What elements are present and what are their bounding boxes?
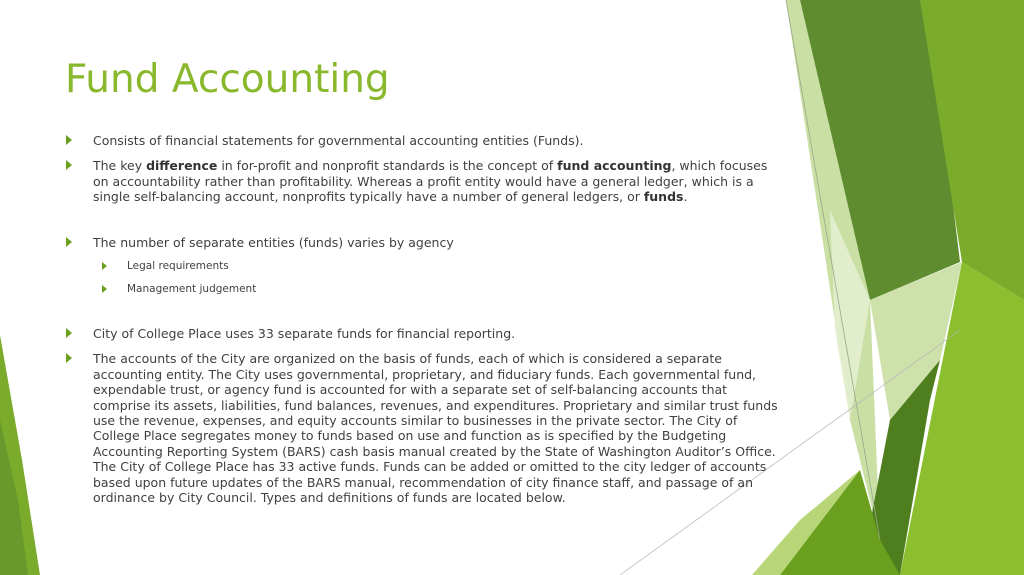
bullet-arrow-icon: [66, 328, 72, 338]
bold-term: difference: [146, 158, 218, 174]
bullet-text: The key difference in for-profit and nonprofit standards is the concept of fund accounting, which focuses on accountability rather than profitability. Whereas a profit entity would have a general ledger, which is a single self-balancing account, nonprofits typically have a number of general ledgers, or funds.: [93, 158, 768, 205]
sub-bullet-item: [66, 260, 778, 273]
bullet-text: The number of separate entities (funds) varies by agency: [93, 234, 454, 250]
bullet-item: [66, 158, 778, 204]
bullet-text: Consists of financial statements for governmental accounting entities (Funds).: [93, 133, 584, 148]
sub-bullet-arrow-icon: [102, 262, 107, 270]
bullet-item: [66, 133, 778, 148]
bullet-list: [66, 133, 778, 516]
bullet-text: City of College Place uses 33 separate funds for financial reporting.: [93, 326, 516, 342]
sub-bullet-text: Management judgement: [127, 283, 257, 296]
slide-title: Fund Accounting: [65, 57, 390, 102]
bullet-arrow-icon: [66, 135, 72, 145]
bullet-arrow-icon: [66, 160, 72, 170]
bullet-item: [66, 235, 778, 250]
sub-bullet-arrow-icon: [102, 285, 107, 293]
bullet-arrow-icon: [66, 353, 72, 363]
bullet-text: The accounts of the City are organized on the basis of funds, each of which is considered a separate accounting entity. The City uses governmental, proprietary, and fiduciary funds. Each governmental fund, expendable trust, or agency fund is accounted for with a separate set of self-balancing accounts that comprise its assets, liabilities, fund balances, revenues, and expenditures. Proprietary and similar trust funds use the revenue, expenses, and equity accounts similar to businesses in the private sector. The City of College Place segregates money to funds based on use and function as is specified by the Budgeting Accounting Reporting System (BARS) cash basis manual created by the State of Washington Auditor’s Office. The City of College Place has 33 active funds. Funds can be added or omitted to the city ledger of accounts based upon future updates of the BARS manual, recommendation of city finance staff, and passage of an ordinance by City Council. Types and definitions of funds are located below.: [93, 351, 778, 506]
sub-bullet-text: Legal requirements: [127, 260, 229, 273]
bullet-item: [66, 351, 778, 505]
bold-term: funds: [643, 189, 684, 205]
bold-term: fund accounting: [557, 158, 672, 174]
bullet-arrow-icon: [66, 237, 72, 247]
sub-bullet-item: [66, 283, 778, 296]
bullet-item: [66, 326, 778, 341]
